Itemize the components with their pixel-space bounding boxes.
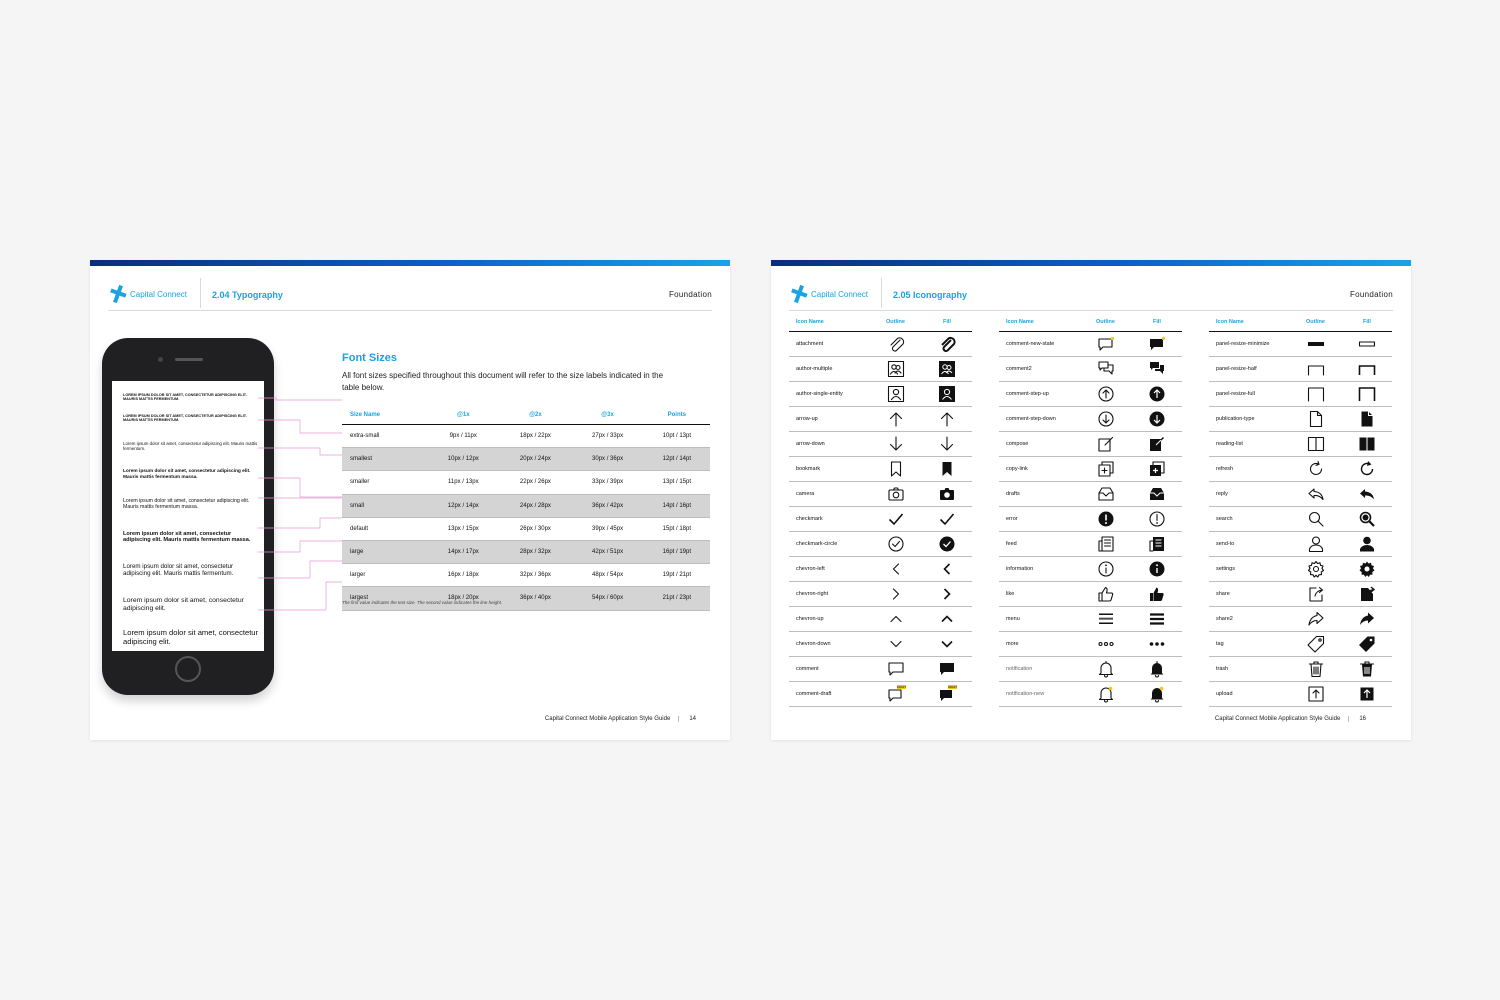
table-row — [342, 448, 710, 471]
arrow-down-fill-icon — [938, 435, 956, 453]
icon-name: publication-type — [1216, 416, 1255, 422]
chevron-right-outline-icon — [887, 585, 905, 603]
column-header: @3x — [572, 406, 644, 425]
bookmark-outline-icon — [887, 460, 905, 478]
svg-text:DRAFT: DRAFT — [896, 685, 907, 690]
footer-title: Capital Connect Mobile Application Style Guide — [1214, 716, 1341, 722]
icon-name: send-to — [1216, 541, 1235, 547]
header-outline: Outline — [1096, 319, 1115, 325]
chevron-left-outline-icon — [887, 560, 905, 578]
feed-outline-icon — [1097, 535, 1115, 553]
drafts-fill-icon — [1148, 485, 1166, 503]
size-value-cell: 21pt / 23pt — [644, 587, 710, 610]
camera-outline-icon — [887, 485, 905, 503]
icon-row — [999, 407, 1182, 432]
icon-name: author-multiple — [796, 366, 833, 372]
logo-text: Capital Connect — [811, 290, 868, 299]
icon-name: attachment — [796, 341, 824, 347]
icon-row — [789, 482, 972, 507]
size-value-cell: 28px / 32px — [499, 540, 571, 563]
panel-minimize-outline-icon — [1307, 335, 1325, 353]
icon-row — [999, 357, 1182, 382]
refresh-outline-icon — [1307, 460, 1325, 478]
icon-name: reply — [1216, 491, 1228, 497]
column-header: Points — [644, 406, 710, 425]
icon-name: feed — [1006, 541, 1017, 547]
bell-new-outline-icon — [1097, 685, 1115, 703]
sample-text-line: Lorem ipsum dolor sit amet, consectetur adipiscing elit. — [123, 597, 244, 612]
icon-row — [1209, 607, 1392, 632]
size-name-cell: default — [342, 517, 427, 540]
icon-name: menu — [1006, 616, 1020, 622]
icon-name: panel-resize-half — [1216, 366, 1257, 372]
size-name-cell: small — [342, 494, 427, 517]
size-value-cell: 24px / 28px — [499, 494, 571, 517]
icon-name: drafts — [1006, 491, 1020, 497]
person-fill-icon — [1358, 535, 1376, 553]
icon-row — [789, 457, 972, 482]
icon-row — [999, 532, 1182, 557]
icon-row — [1209, 482, 1392, 507]
icon-name: panel-resize-minimize — [1216, 341, 1270, 347]
bell-outline-icon — [1097, 660, 1115, 678]
icon-name: comment2 — [1006, 366, 1032, 372]
icon-name: chevron-left — [796, 566, 825, 572]
icon-table-column — [1209, 316, 1392, 707]
page-footer — [545, 716, 696, 722]
icon-row — [1209, 582, 1392, 607]
iconography-page — [771, 260, 1411, 740]
book-fill-icon — [1358, 435, 1376, 453]
trash-fill-icon — [1358, 660, 1376, 678]
icon-row — [1209, 332, 1392, 357]
icon-name: arrow-up — [796, 416, 818, 422]
chevron-left-fill-icon — [938, 560, 956, 578]
icon-row — [999, 582, 1182, 607]
page-header — [789, 280, 1393, 311]
icon-name: notification-new — [1006, 691, 1045, 697]
icon-row — [1209, 532, 1392, 557]
svg-text:DRAFT: DRAFT — [947, 685, 958, 690]
comment-new-outline-icon — [1097, 335, 1115, 353]
comment-draft-outline-icon — [887, 685, 905, 703]
header-fill: Fill — [1363, 319, 1371, 325]
size-value-cell: 33px / 39px — [572, 471, 644, 494]
category-label: Foundation — [668, 290, 712, 299]
icon-row — [999, 607, 1182, 632]
table-row — [342, 471, 710, 494]
gear-fill-icon — [1358, 560, 1376, 578]
header-name: Icon Name — [1216, 319, 1244, 325]
icon-name: panel-resize-full — [1216, 391, 1255, 397]
error-outline-icon — [1097, 510, 1115, 528]
circle-arrow-up-outline-icon — [1097, 385, 1115, 403]
icon-name: compose — [1006, 441, 1029, 447]
reply-fill-icon — [1358, 485, 1376, 503]
column-header: @1x — [427, 406, 499, 425]
icon-table-header — [789, 316, 972, 332]
icon-row — [1209, 382, 1392, 407]
icon-row — [789, 507, 972, 532]
size-value-cell: 16px / 18px — [427, 564, 499, 587]
copy-link-fill-icon — [1148, 460, 1166, 478]
size-name-cell: smallest — [342, 448, 427, 471]
icon-name: arrow-down — [796, 441, 825, 447]
checkmark-fill-icon — [938, 510, 956, 528]
icon-row — [789, 557, 972, 582]
column-header: Size Name — [342, 406, 427, 425]
icon-name: comment-new-state — [1006, 341, 1055, 347]
size-value-cell: 36px / 42px — [572, 494, 644, 517]
icon-name: settings — [1216, 566, 1235, 572]
icon-row — [1209, 682, 1392, 707]
size-value-cell: 18px / 20px — [427, 587, 499, 610]
icon-name: like — [1006, 591, 1015, 597]
size-value-cell: 26px / 30px — [499, 517, 571, 540]
size-value-cell: 9px / 11px — [427, 425, 499, 448]
logo-text: Capital Connect — [130, 290, 187, 299]
size-value-cell: 15pt / 18pt — [644, 517, 710, 540]
header-fill: Fill — [1153, 319, 1161, 325]
font-sizes-title: Font Sizes — [342, 352, 398, 364]
chevron-right-fill-icon — [938, 585, 956, 603]
icon-name: more — [1006, 641, 1019, 647]
checkmark-outline-icon — [887, 510, 905, 528]
size-name-cell: large — [342, 540, 427, 563]
icon-row — [789, 682, 972, 707]
icon-row — [1209, 457, 1392, 482]
copy-link-outline-icon — [1097, 460, 1115, 478]
size-value-cell: 18px / 22px — [499, 425, 571, 448]
users-outline-icon — [887, 360, 905, 378]
header-fill: Fill — [943, 319, 951, 325]
icon-row — [1209, 657, 1392, 682]
document-fill-icon — [1358, 410, 1376, 428]
page-footer — [1215, 716, 1366, 722]
size-value-cell: 10px / 12px — [427, 448, 499, 471]
icon-row — [789, 632, 972, 657]
icon-name: author-single-entity — [796, 391, 843, 397]
table-row — [342, 517, 710, 540]
menu-fill-icon — [1148, 610, 1166, 628]
panel-half-outline-icon — [1307, 360, 1325, 378]
table-footnote: The first value indicates the text size. The second value indicates the line height. — [342, 600, 503, 605]
icon-name: copy-link — [1006, 466, 1028, 472]
icon-name: comment — [796, 666, 819, 672]
icon-row — [789, 332, 972, 357]
header-outline: Outline — [1306, 319, 1325, 325]
icon-row — [789, 607, 972, 632]
size-value-cell: 13px / 15px — [427, 517, 499, 540]
logo-mark-icon — [789, 284, 809, 304]
icon-row — [999, 457, 1182, 482]
sample-text-line: Lorem ipsum dolor sit amet, consectetur adipiscing elit. Mauris mattis fermentum massa. — [123, 498, 250, 510]
panel-half-fill-icon — [1358, 360, 1376, 378]
information-outline-icon — [1097, 560, 1115, 578]
icon-name: checkmark — [796, 516, 823, 522]
icon-row — [999, 682, 1182, 707]
page-number: 14 — [678, 716, 696, 722]
column-header: @2x — [499, 406, 571, 425]
size-value-cell: 39px / 45px — [572, 517, 644, 540]
person-outline-icon — [1307, 535, 1325, 553]
more-outline-icon — [1097, 635, 1115, 653]
icon-row — [1209, 357, 1392, 382]
icon-name: chevron-up — [796, 616, 824, 622]
comment2-fill-icon — [1148, 360, 1166, 378]
arrow-down-outline-icon — [887, 435, 905, 453]
size-value-cell: 14px / 17px — [427, 540, 499, 563]
size-name-cell: larger — [342, 564, 427, 587]
header-name: Icon Name — [796, 319, 824, 325]
section-title: 2.04 Typography — [212, 290, 283, 300]
header-name: Icon Name — [1006, 319, 1034, 325]
share2-fill-icon — [1358, 610, 1376, 628]
icon-name: chevron-down — [796, 641, 831, 647]
size-value-cell: 36px / 40px — [499, 587, 571, 610]
comment-outline-icon — [887, 660, 905, 678]
icon-row — [999, 432, 1182, 457]
size-value-cell: 12px / 14px — [427, 494, 499, 517]
more-fill-icon — [1148, 635, 1166, 653]
icon-row — [789, 532, 972, 557]
document-outline-icon — [1307, 410, 1325, 428]
upload-outline-icon — [1307, 685, 1325, 703]
font-sizes-description: All font sizes specified throughout this document will refer to the size labels indicated in the table below. — [342, 371, 664, 392]
gear-outline-icon — [1307, 560, 1325, 578]
thumbs-up-outline-icon — [1097, 585, 1115, 603]
panel-full-outline-icon — [1307, 385, 1325, 403]
comment-new-fill-icon — [1148, 335, 1166, 353]
header-gradient-bar — [771, 260, 1411, 266]
sample-text-line: LOREM IPSUM DOLOR SIT AMET, CONSECTETUR ADIPISCING ELIT. MAURIS MATTIS FERMENTUM. — [123, 393, 247, 402]
icon-table-header — [1209, 316, 1392, 332]
icon-name: bookmark — [796, 466, 821, 472]
users-fill-icon — [938, 360, 956, 378]
icon-name: share — [1216, 591, 1230, 597]
book-outline-icon — [1307, 435, 1325, 453]
icon-row — [1209, 407, 1392, 432]
share-fill-icon — [1358, 585, 1376, 603]
icon-table-column — [999, 316, 1182, 707]
category-label: Foundation — [1349, 290, 1393, 299]
sample-text-line: Lorem ipsum dolor sit amet, consectetur adipiscing elit. Mauris mattis fermentum. — [123, 441, 258, 452]
user-box-fill-icon — [938, 385, 956, 403]
size-value-cell: 54px / 60px — [572, 587, 644, 610]
size-value-cell: 16pt / 19pt — [644, 540, 710, 563]
table-row — [342, 587, 710, 610]
icon-name: search — [1216, 516, 1233, 522]
icon-row — [1209, 432, 1392, 457]
arrow-up-outline-icon — [887, 410, 905, 428]
capital-connect-logo — [789, 284, 879, 304]
icon-row — [999, 507, 1182, 532]
information-fill-icon — [1148, 560, 1166, 578]
feed-fill-icon — [1148, 535, 1166, 553]
icon-name: reading-list — [1216, 441, 1243, 447]
icon-name: share2 — [1216, 616, 1233, 622]
icon-row — [789, 407, 972, 432]
drafts-outline-icon — [1097, 485, 1115, 503]
compose-outline-icon — [1097, 435, 1115, 453]
search-fill-icon — [1358, 510, 1376, 528]
bookmark-fill-icon — [938, 460, 956, 478]
icon-row — [789, 432, 972, 457]
sample-text-line: Lorem ipsum dolor sit amet, consectetur adipiscing elit. — [123, 628, 259, 646]
comment-draft-fill-icon — [938, 685, 956, 703]
icon-table-header — [999, 316, 1182, 332]
icon-name: camera — [796, 491, 815, 497]
sample-text-line: Lorem ipsum dolor sit amet, consectetur adipiscing elit. Mauris mattis fermentum. — [123, 563, 234, 578]
sample-text-line: Lorem ipsum dolor sit amet, consectetur adipiscing elit. Mauris mattis fermentum massa. — [123, 469, 251, 480]
chevron-down-outline-icon — [887, 635, 905, 653]
paperclip-outline-icon — [887, 335, 905, 353]
icon-row — [1209, 632, 1392, 657]
icon-name: comment-draft — [796, 691, 832, 697]
size-value-cell: 13pt / 15pt — [644, 471, 710, 494]
chevron-up-outline-icon — [887, 610, 905, 628]
search-outline-icon — [1307, 510, 1325, 528]
icon-name: trash — [1216, 666, 1229, 672]
icon-name: comment-step-up — [1006, 391, 1049, 397]
user-box-outline-icon — [887, 385, 905, 403]
icon-row — [789, 582, 972, 607]
footer-title: Capital Connect Mobile Application Style Guide — [544, 716, 671, 722]
menu-outline-icon — [1097, 610, 1115, 628]
icon-name: chevron-right — [796, 591, 829, 597]
size-value-cell: 42px / 51px — [572, 540, 644, 563]
reply-outline-icon — [1307, 485, 1325, 503]
table-row — [342, 564, 710, 587]
camera-fill-icon — [938, 485, 956, 503]
circle-arrow-down-outline-icon — [1097, 410, 1115, 428]
icon-row — [999, 332, 1182, 357]
page-number: 16 — [1348, 716, 1366, 722]
icon-name: checkmark-circle — [796, 541, 838, 547]
size-name-cell: smaller — [342, 471, 427, 494]
size-value-cell: 10pt / 13pt — [644, 425, 710, 448]
circle-arrow-up-fill-icon — [1148, 385, 1166, 403]
upload-fill-icon — [1358, 685, 1376, 703]
size-value-cell: 30px / 36px — [572, 448, 644, 471]
thumbs-up-fill-icon — [1148, 585, 1166, 603]
font-size-table — [342, 406, 710, 611]
icon-row — [999, 382, 1182, 407]
table-row — [342, 540, 710, 563]
icon-name: information — [1006, 566, 1034, 572]
icon-row — [789, 382, 972, 407]
size-name-cell: largest — [342, 587, 427, 610]
size-value-cell: 20px / 24px — [499, 448, 571, 471]
icon-row — [999, 482, 1182, 507]
table-row — [342, 425, 710, 448]
chevron-up-fill-icon — [938, 610, 956, 628]
icon-row — [999, 657, 1182, 682]
error-fill-icon — [1148, 510, 1166, 528]
tag-fill-icon — [1358, 635, 1376, 653]
size-value-cell: 22px / 26px — [499, 471, 571, 494]
icon-name: error — [1006, 516, 1018, 522]
icon-table-column — [789, 316, 972, 707]
checkmark-circle-fill-icon — [938, 535, 956, 553]
comment2-outline-icon — [1097, 360, 1115, 378]
section-title: 2.05 Iconography — [893, 290, 968, 300]
header-outline: Outline — [886, 319, 905, 325]
icon-row — [789, 357, 972, 382]
bell-new-fill-icon — [1148, 685, 1166, 703]
tag-outline-icon — [1307, 635, 1325, 653]
panel-full-fill-icon — [1358, 385, 1376, 403]
size-value-cell: 14pt / 16pt — [644, 494, 710, 517]
icon-name: notification — [1006, 666, 1033, 672]
size-value-cell: 19pt / 21pt — [644, 564, 710, 587]
typography-page — [90, 260, 730, 740]
panel-minimize-fill-icon — [1358, 335, 1376, 353]
icon-name: comment-step-down — [1006, 416, 1056, 422]
size-value-cell: 32px / 36px — [499, 564, 571, 587]
share-outline-icon — [1307, 585, 1325, 603]
share2-outline-icon — [1307, 610, 1325, 628]
size-name-cell: extra-small — [342, 425, 427, 448]
checkmark-circle-outline-icon — [887, 535, 905, 553]
icon-row — [1209, 557, 1392, 582]
compose-fill-icon — [1148, 435, 1166, 453]
size-value-cell: 11px / 13px — [427, 471, 499, 494]
icon-name: upload — [1216, 691, 1233, 697]
icon-row — [999, 557, 1182, 582]
paperclip-fill-icon — [938, 335, 956, 353]
refresh-fill-icon — [1358, 460, 1376, 478]
icon-name: refresh — [1216, 466, 1234, 472]
bell-fill-icon — [1148, 660, 1166, 678]
icon-row — [789, 657, 972, 682]
trash-outline-icon — [1307, 660, 1325, 678]
chevron-down-fill-icon — [938, 635, 956, 653]
size-value-cell: 12pt / 14pt — [644, 448, 710, 471]
icon-name: tag — [1216, 641, 1224, 647]
icon-row — [1209, 507, 1392, 532]
size-value-cell: 27px / 33px — [572, 425, 644, 448]
header-divider — [881, 278, 882, 308]
comment-fill-icon — [938, 660, 956, 678]
size-value-cell: 48px / 54px — [572, 564, 644, 587]
sample-text-line: LOREM IPSUM DOLOR SIT AMET, CONSECTETUR ADIPISCING ELIT. MAURIS MATTIS FERMENTUM. — [123, 414, 247, 423]
icon-row — [999, 632, 1182, 657]
arrow-up-fill-icon — [938, 410, 956, 428]
circle-arrow-down-fill-icon — [1148, 410, 1166, 428]
table-row — [342, 494, 710, 517]
sample-text-line: Lorem ipsum dolor sit amet, consectetur adipiscing elit. Mauris mattis fermentum massa. — [123, 531, 251, 544]
